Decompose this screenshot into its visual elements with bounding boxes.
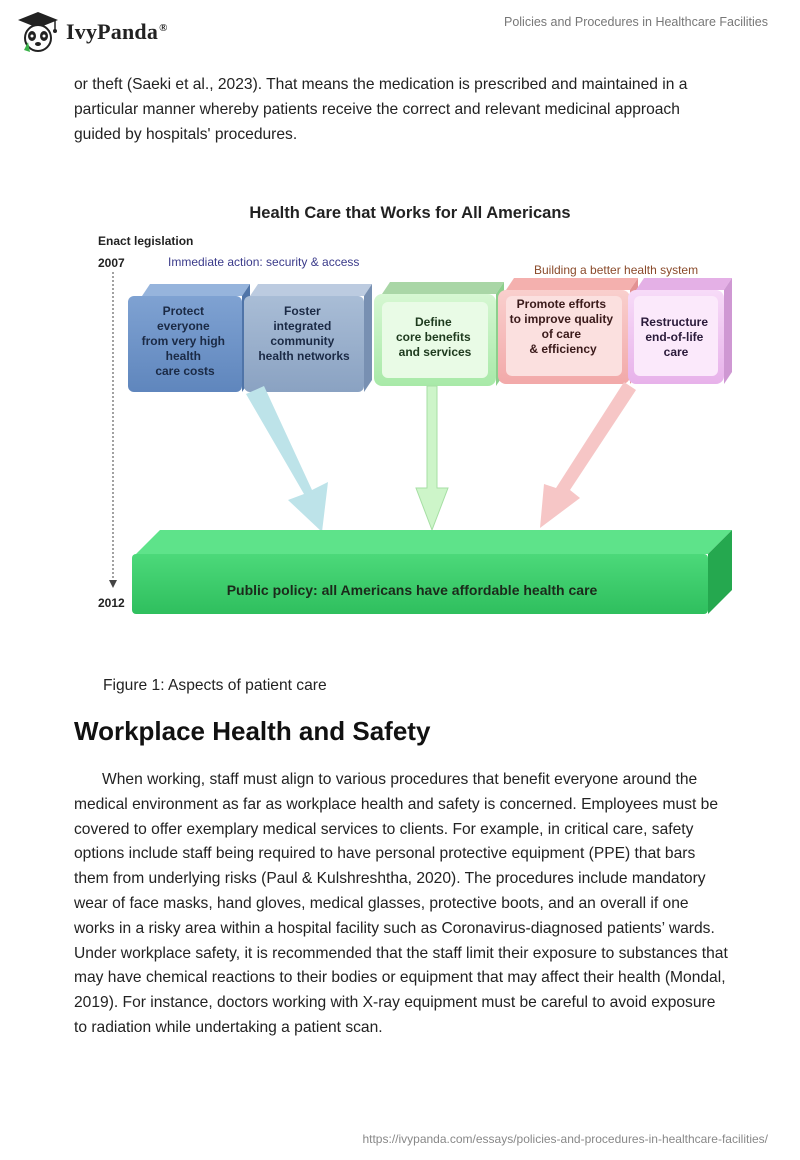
immediate-action-label: Immediate action: security & access [168, 255, 360, 269]
ivypanda-logo[interactable] [16, 10, 168, 54]
panda-logo-icon [16, 10, 60, 54]
body-paragraph: When working, staff must align to various procedures that benefit everyone around the medical environment as far as workplace health and safety is concerned. Employees must be covered to offer exemplary medical services to clients. For example, in critical care, safety options include staff being required to have personal protective equipment (PPE) that bars them from underlying risks (Paul & Kulshreshtha, 2020). The procedures include mandatory wear of face masks, hand gloves, medical glasses, protective boots, and an overall if one works in a risky area within a hospital facility such as Coronavirus-diagnosed patients’ wards. Under workplace safety, it is recommended that the staff limit their exposure to substances that may have chemical reactions to their bodies or equipment that may affect their health (Mondal, 2019). For instance, doctors working with X-ray equipment must be careful to avoid exposure to radiation while undertaking a patient scan. [74, 771, 728, 1036]
svg-text:Promote efforts to impro: Promote efforts to improve quality of care & efficiency [509, 297, 614, 356]
footer-url-link[interactable]: https://ivypanda.com/essays/policies-and-procedures-in-healthcare-facilities/ [362, 1132, 768, 1146]
svg-text:Restructure end-of-life: Restructure end-of-life care [640, 315, 709, 359]
document-title: Policies and Procedures in Healthcare Facilities [503, 15, 768, 29]
policy-text: Public policy: all Americans have affordable health care [226, 582, 598, 598]
section-heading: Workplace Health and Safety [74, 716, 431, 746]
figure-title: Health Care that Works for All Americans [249, 204, 571, 222]
svg-text:Foster integrated: Foster integrated community health networks [258, 304, 350, 363]
year-start-label: 2007 [98, 256, 125, 270]
page-header [0, 0, 800, 64]
arrow-green-icon [416, 386, 448, 530]
arrow-blue-icon [246, 386, 328, 532]
enact-legislation-label: Enact legislation [98, 234, 194, 248]
svg-text:Define core benefits: Define core benefits and services [395, 315, 472, 359]
intro-paragraph: or theft (Saeki et al., 2023). That means the medication is prescribed and maintained in a particular manner whereby patients receive the correct and relevant medicinal approach guided by hospitals' procedures. [74, 76, 688, 143]
building-label: Building a better health system [534, 263, 699, 277]
svg-text:Protect everyone f: Protect everyone from very high health care costs [141, 304, 226, 378]
arrow-pink-icon [540, 382, 636, 528]
figure-diagram [92, 196, 740, 622]
timeline-arrow-icon [109, 580, 117, 588]
figure-caption: Figure 1: Aspects of patient care [103, 677, 327, 694]
year-end-label: 2012 [98, 596, 125, 610]
logo-text: IvyPanda® [66, 19, 168, 44]
health-care-figure [92, 196, 740, 622]
